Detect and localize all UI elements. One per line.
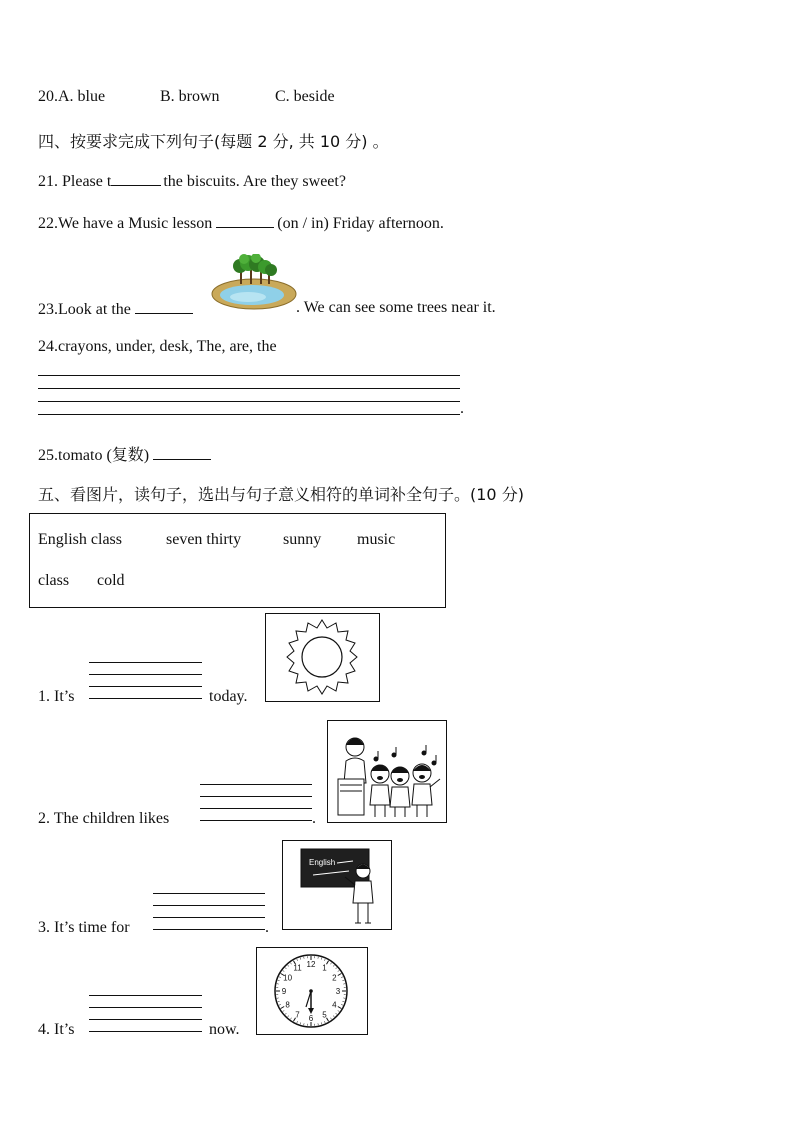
section-4-title: 四、按要求完成下列句子(每题 2 分, 共 10 分) 。 (38, 132, 389, 151)
english-class-picture (282, 840, 392, 930)
clock-number: 12 (306, 960, 316, 969)
sun-picture (265, 613, 380, 702)
writing-line[interactable] (38, 401, 460, 402)
question-23-continued: . We can see some trees near it. (296, 299, 496, 316)
answer-blank[interactable] (135, 299, 193, 314)
question-25: 25.tomato (复数) (38, 442, 211, 465)
answer-lines[interactable] (89, 995, 202, 1035)
word-bank-item: music (357, 531, 396, 548)
clock-picture (256, 947, 368, 1035)
answer-blank[interactable] (153, 445, 211, 460)
item-2-suffix: . (312, 810, 316, 827)
answer-blank[interactable] (216, 213, 274, 228)
word-bank-item: English class (38, 531, 122, 548)
music-note-icon (374, 745, 436, 765)
question-24: 24.crayons, under, desk, The, are, the (38, 338, 277, 355)
clock-number: 8 (285, 1000, 290, 1010)
item-4-suffix: now. (209, 1021, 240, 1038)
word-bank-box (29, 513, 446, 608)
section-5-title: 五、看图片，读句子，选出与句子意义相符的单词补全句子。(10 分) (38, 485, 524, 504)
clock-number: 4 (332, 1000, 337, 1010)
answer-lines[interactable] (89, 662, 202, 702)
end-period: . (460, 400, 464, 417)
question-number: 20. (38, 88, 58, 105)
item-2-prefix: 2. The children likes (38, 810, 170, 827)
clock-number: 5 (322, 1010, 327, 1020)
teacher-at-blackboard (283, 841, 391, 929)
word-bank-item: seven thirty (166, 531, 242, 548)
writing-line[interactable] (38, 388, 460, 389)
clock-icon (257, 948, 367, 1034)
question-20 (38, 88, 105, 106)
music-picture (327, 720, 447, 823)
clock-number: 10 (283, 973, 293, 983)
option-b: B. brown (160, 88, 220, 105)
pond-image (210, 254, 298, 312)
answer-blank[interactable] (111, 171, 161, 186)
item-3-prefix: 3. It’s time for (38, 919, 130, 936)
writing-line[interactable] (38, 414, 460, 415)
item-1-suffix: today. (209, 688, 248, 705)
clock-number: 11 (293, 963, 302, 973)
item-3-suffix: . (265, 919, 269, 936)
answer-lines[interactable] (200, 784, 312, 824)
word-bank-item: sunny (283, 531, 322, 548)
clock-number: 1 (322, 963, 327, 973)
question-22: 22.We have a Music lesson (on / in) Friday afternoon. (38, 215, 444, 232)
clock-number: 9 (281, 987, 287, 996)
item-1-prefix: 1. It’s (38, 688, 75, 705)
word-bank-item: cold (97, 572, 125, 589)
option-a: A. blue (58, 88, 106, 105)
child-icon (390, 767, 410, 817)
question-21: 21. Please t the biscuits. Are they sweet? (38, 173, 346, 190)
writing-line[interactable] (38, 375, 460, 376)
child-icon (412, 764, 440, 817)
answer-lines[interactable] (153, 893, 265, 933)
sun-icon (266, 614, 379, 701)
option-c: C. beside (275, 88, 335, 105)
clock-number: 6 (308, 1014, 314, 1023)
blackboard-text: English (309, 858, 336, 867)
word-bank-item: class (38, 572, 70, 589)
clock-number: 3 (335, 987, 341, 996)
teacher-and-singing-children (328, 721, 446, 822)
clock-number: 7 (295, 1010, 300, 1020)
clock-number: 2 (332, 973, 337, 983)
question-23: 23.Look at the (38, 299, 193, 319)
child-icon (370, 765, 390, 817)
item-4-prefix: 4. It’s (38, 1021, 75, 1038)
